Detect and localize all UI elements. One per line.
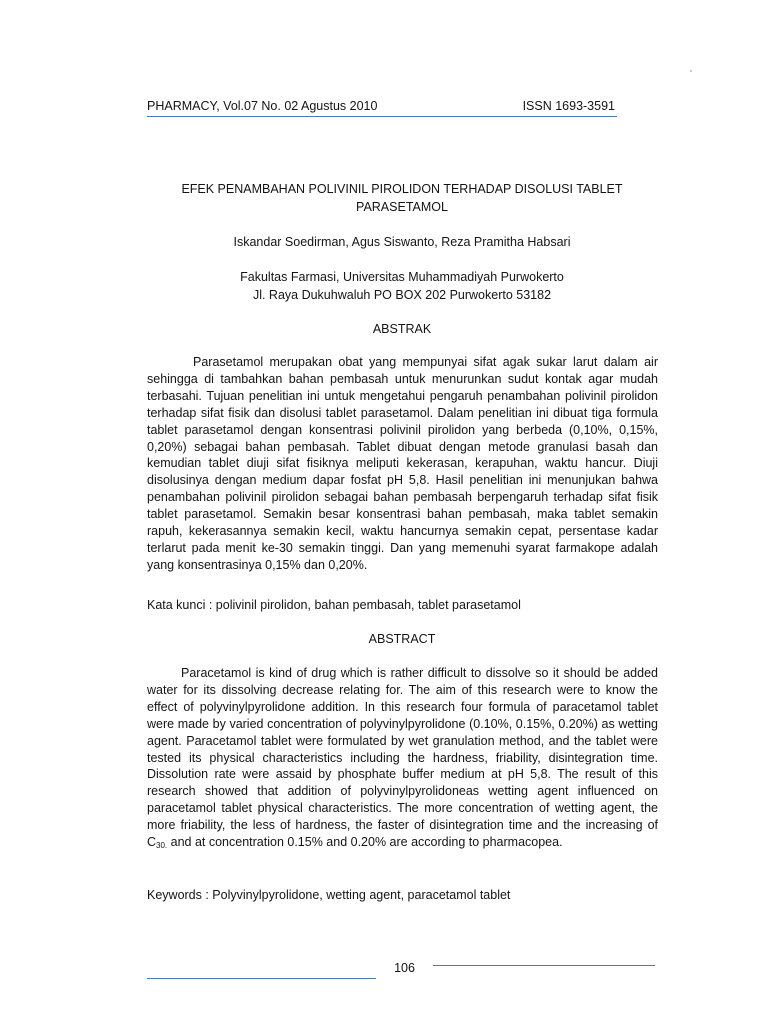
running-header [147,99,615,117]
affiliation [147,268,657,304]
abstrak-body [147,354,658,574]
author-list: Iskandar Soedirman, Agus Siswanto, Reza Pramitha Habsari [233,235,571,249]
footer-rule-left [147,978,376,979]
paper-title-line-2: PARASETAMOL [356,200,448,214]
keywords: Keywords : Polyvinylpyrolidone, wetting agent, paracetamol tablet [147,888,511,902]
page-number: 106 [394,961,415,975]
affiliation-line-1: Fakultas Farmasi, Universitas Muhammadiyah Purwokerto [240,270,564,284]
paper-title-line-1: EFEK PENAMBAHAN POLIVINIL PIROLIDON TERHADAP DISOLUSI TABLET [181,182,623,196]
header-rule [147,116,617,117]
journal-citation: PHARMACY, Vol.07 No. 02 Agustus 2010 [147,99,378,113]
abstrak-heading: ABSTRAK [372,322,432,336]
affiliation-line-2: Jl. Raya Dukuhwaluh PO BOX 202 Purwokerto 53182 [252,288,552,302]
kata-kunci: Kata kunci : polivinil pirolidon, bahan pembasah, tablet parasetamol [147,598,521,612]
abstrak-paragraph: Parasetamol merupakan obat yang mempunyai sifat agak sukar larut dalam air sehingga di tambahkan bahan pembasah untuk menurunkan sudut kontak agar mudah terbasahi. Tujuan penelitian ini untuk mengetahui pengaruh penambahan polivinil pirolidon terhadap sifat fisik dan disolusi tablet parasetamol. Dalam penelitian ini dibuat tiga formula tablet parasetamol dengan konsentrasi polivinil pirolidon yang berbeda (0,10%, 0,15%, 0,20%) sebagai bahan pembasah. Tablet dibuat dengan metode granulasi basah dan kemudian tablet diuji sifat fisiknya meliputi kekerasan, kerapuhan, waktu hancur. Diuji disolusinya dengan medium dapar fosfat pH 5,8. Hasil penelitian ini menunjukan bahwa penambahan polivinil pirolidon sebagai bahan pembasah berpengaruh terhadap sifat fisik tablet parasetamol. Semakin besar konsentrasi bahan pembasah, maka tablet semakin rapuh, kekerasannya semakin kecil, waktu hancurnya semakin cepat, persentase kadar terlarut pada menit ke-30 semakin tinggi. Dan yang memenuhi syarat farmakope adalah yang konsentrasinya 0,15% dan 0,20%. [147,355,658,572]
abstract-paragraph [147,665,658,855]
abstract-body [147,665,658,855]
abstract-subscript: 30. [156,841,168,851]
abstract-heading: ABSTRACT [368,632,436,646]
footer-rule-right [433,965,655,966]
issn-label: ISSN 1693-3591 [522,99,615,113]
abstract-text-part-2: and at concentration 0.15% and 0.20% are according to pharmacopea. [167,835,563,850]
scan-speck [690,70,692,72]
abstract-text-part-1: Paracetamol is kind of drug which is rather difficult to dissolve so it should be added water for its dissolving decrease relating for. The aim of this research were to know the effect of polyvinylpyrolidone addition. In this research four formula of paracetamol tablet were made by varied concentration of polyvinylpyrolidone (0.10%, 0.15%, 0.20%) as wetting agent. Paracetamol tablet were formulated by wet granulation method, and the tablet were tested its physical characteristics including the hardness, friability, disintegration time. Dissolution rate were assaid by phosphate buffer medium at pH 5,8. The result of this research showed that addition of polyvinylpyrolidoneas wetting agent influenced on paracetamol tablet physical characteristics. The more concentration of wetting agent, the more friability, the less of hardness, the faster of disintegration time and the increasing of C [147,666,658,850]
paper-title [147,180,657,216]
